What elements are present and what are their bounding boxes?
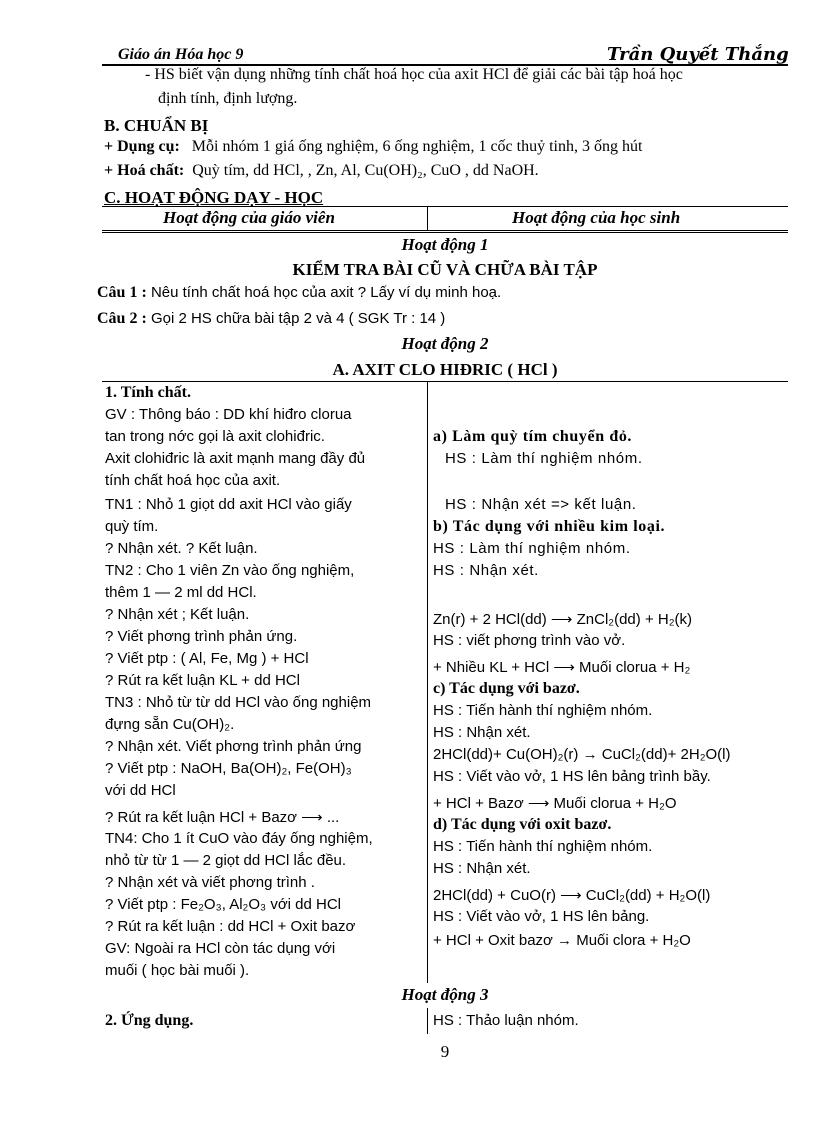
reaction-b-title: b) Tác dụng với nhiều kim loại. (433, 518, 666, 535)
teacher-line: tính chất hoá học của axit. (105, 472, 281, 489)
chemicals-line (104, 162, 539, 180)
student-line: HS : Viết vào vở, 1 HS lên bảng. (433, 908, 650, 925)
header-author: Trần Quyết Thắng (607, 44, 789, 65)
student-line: HS : Làm thí nghiệm nhóm. (445, 450, 643, 467)
student-line: HS : Tiến hành thí nghiệm nhóm. (433, 702, 653, 719)
student-line: HS : Nhận xét. (433, 562, 539, 579)
equation-hcl-cuo: 2HCl(dd) + CuO(r) ⟶ CuCl₂(dd) + H₂O(l) (433, 887, 711, 904)
teacher-line: GV: Ngoài ra HCl còn tác dụng với (105, 940, 336, 957)
teacher-line: TN2 : Cho 1 viên Zn vào ống nghiệm, (105, 562, 355, 579)
activity-1-heading: KIỂM TRA BÀI CŨ VÀ CHỮA BÀI TẬP (292, 260, 598, 279)
conclusion-oxide: + HCl + Oxit bazơ → Muối clora + H₂O (433, 932, 691, 949)
student-line: HS : Làm thí nghiệm nhóm. (433, 540, 631, 557)
activity-2-border (102, 381, 788, 382)
teacher-line: đựng sẵn Cu(OH)₂. (105, 716, 235, 733)
chemicals-text: Quỳ tím, dd HCl, , Zn, Al, Cu(OH)₂, CuO , dd NaOH. (192, 162, 539, 179)
teacher-line: Axit clohiđric là axit mạnh mang đầy đủ (105, 450, 366, 467)
tools-label: + Dụng cụ: (104, 138, 180, 155)
conclusion-metal: + Nhiều KL + HCl ⟶ Muối clorua + H₂ (433, 659, 691, 676)
teacher-line: ? Viết ptp : NaOH, Ba(OH)₂, Fe(OH)₃ (105, 760, 352, 777)
activity-3-title: Hoạt động 3 (401, 985, 489, 1004)
application-heading: 2. Ứng dụng. (105, 1012, 194, 1029)
header-left-title: Giáo án Hóa học 9 (118, 46, 244, 63)
teacher-line: ? Viết ptp : ( Al, Fe, Mg ) + HCl (105, 650, 309, 667)
teacher-line: muối ( học bài muối ). (105, 962, 250, 979)
teacher-line: ? Viết phơng trình phản ứng. (105, 628, 298, 645)
question-1-label: Câu 1 : (97, 284, 147, 301)
tools-text: Mỗi nhóm 1 giá ống nghiệm, 6 ống nghiệm, 1 cốc thuỷ tinh, 3 ống hút (191, 138, 643, 155)
question-2-label: Câu 2 : (97, 310, 147, 327)
student-line: HS : Nhận xét. (433, 724, 531, 741)
column-header-teacher: Hoạt động của giáo viên (163, 208, 335, 227)
body-column-divider (427, 381, 428, 983)
property-heading: 1. Tính chất. (105, 384, 191, 401)
question-2-text: Gọi 2 HS chữa bài tập 2 và 4 ( SGK Tr : 14 ) (150, 310, 446, 327)
header-column-divider (427, 206, 428, 231)
intro-line-1: - HS biết vận dụng những tính chất hoá học của axit HCl để giải các bài tập hoá học (145, 66, 683, 83)
teacher-line: ? Viết ptp : Fe₂O₃, Al₂O₃ với dd HCl (105, 896, 342, 913)
page-number: 9 (440, 1042, 450, 1061)
equation-zn-hcl: Zn(r) + 2 HCl(dd) ⟶ ZnCl₂(dd) + H₂(k) (433, 611, 693, 628)
activity-2-heading: A. AXIT CLO HIĐRIC ( HCl ) (332, 360, 558, 379)
student-line: HS : Nhận xét. (433, 860, 531, 877)
teacher-line: thêm 1 — 2 ml dd HCl. (105, 584, 257, 601)
teacher-line: ? Nhận xét ; Kết luận. (105, 606, 250, 623)
chemicals-label: + Hoá chất: (104, 162, 185, 179)
teacher-line: ? Rút ra kết luận KL + dd HCl (105, 672, 300, 689)
section-b-title: B. CHUẨN BỊ (104, 116, 209, 135)
section-c-title: C. HOẠT ĐỘNG DẠY - HỌC (104, 188, 324, 207)
reaction-a-title: a) Làm quỳ tím chuyển đỏ. (433, 428, 633, 445)
teacher-line: với dd HCl (105, 782, 176, 799)
reaction-c-title: c) Tác dụng với bazơ. (433, 680, 580, 697)
student-line: HS : Tiến hành thí nghiệm nhóm. (433, 838, 653, 855)
teacher-line: ? Rút ra kết luận : dd HCl + Oxit bazơ (105, 918, 356, 935)
question-1 (97, 284, 501, 302)
question-1-text: Nêu tính chất hoá học của axit ? Lấy ví dụ minh hoạ. (150, 284, 502, 301)
column-header-student: Hoạt động của học sinh (512, 208, 681, 227)
teacher-line: ? Rút ra kết luận HCl + Bazơ ⟶ ... (105, 809, 340, 826)
teacher-line: ? Nhận xét và viết phơng trình . (105, 874, 315, 891)
teacher-line: ? Nhận xét. ? Kết luận. (105, 540, 258, 557)
activity-3-column-divider (427, 1008, 428, 1034)
question-2 (97, 310, 445, 328)
student-line: HS : Nhận xét => kết luận. (445, 496, 637, 513)
table-header-border (102, 230, 788, 233)
activity-2-title: Hoạt động 2 (401, 334, 489, 353)
teacher-line: TN3 : Nhỏ từ từ dd HCl vào ống nghiệm (105, 694, 372, 711)
teacher-line: tan trong nớc gọi là axit clohiđric. (105, 428, 325, 445)
teacher-line: GV : Thông báo : DD khí hiđro clorua (105, 406, 352, 423)
tools-line (104, 138, 642, 156)
equation-hcl-cuoh2: 2HCl(dd)+ Cu(OH)₂(r) → CuCl₂(dd)+ 2H₂O(l) (433, 746, 731, 763)
activity-1-title: Hoạt động 1 (401, 235, 489, 254)
teacher-line: TN1 : Nhỏ 1 giọt dd axit HCl vào giấy (105, 496, 352, 513)
table-top-border (102, 206, 788, 207)
student-line: HS : viết phơng trình vào vở. (433, 632, 626, 649)
conclusion-base: + HCl + Bazơ ⟶ Muối clorua + H₂O (433, 795, 677, 812)
student-line: HS : Thảo luận nhóm. (433, 1012, 579, 1029)
reaction-d-title: d) Tác dụng với oxit bazơ. (433, 816, 612, 833)
teacher-line: TN4: Cho 1 ít CuO vào đáy ống nghiệm, (105, 830, 373, 847)
intro-line-2: định tính, định lượng. (158, 90, 298, 107)
teacher-line: nhỏ từ từ 1 — 2 giọt dd HCl lắc đều. (105, 852, 347, 869)
teacher-line: quỳ tím. (105, 518, 159, 535)
student-line: HS : Viết vào vở, 1 HS lên bảng trình bầy. (433, 768, 711, 785)
teacher-line: ? Nhận xét. Viết phơng trình phản ứng (105, 738, 362, 755)
